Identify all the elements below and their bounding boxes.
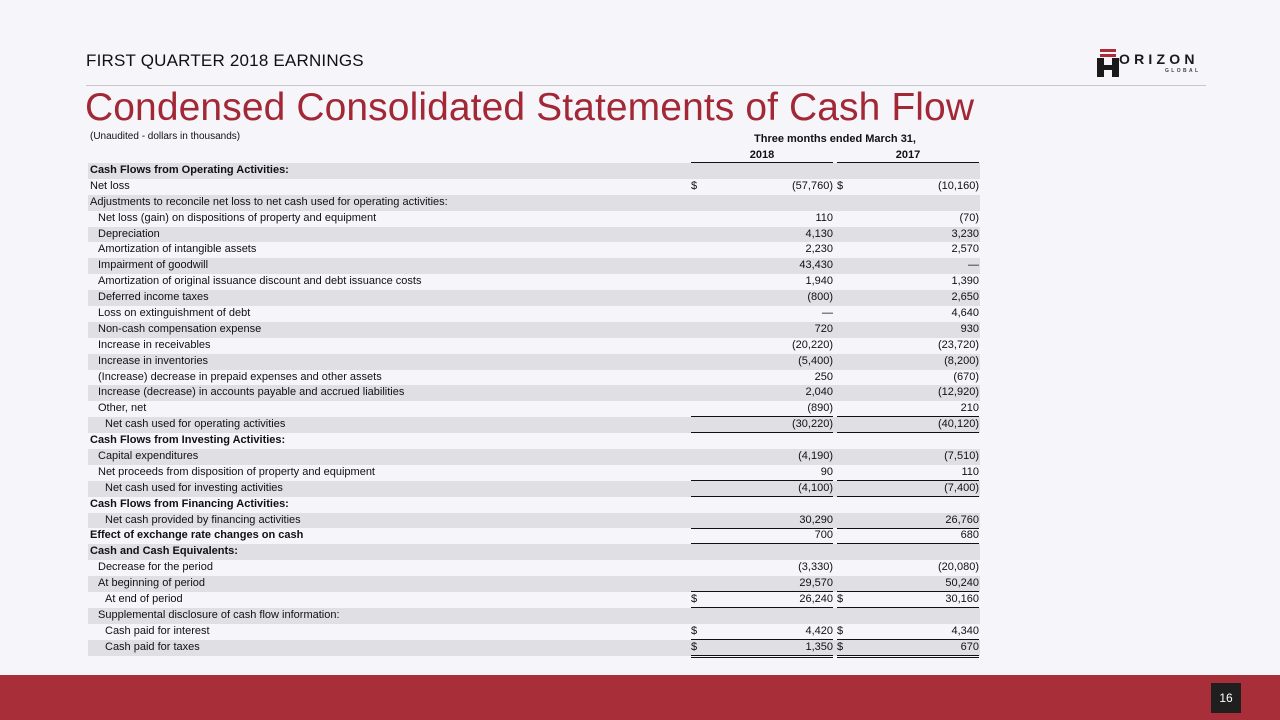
amount: (70) (959, 211, 979, 224)
amount: (10,160) (938, 179, 979, 192)
value-2017 (837, 385, 979, 400)
value-2017 (837, 528, 979, 544)
table-row (88, 401, 980, 417)
value-2018 (691, 416, 833, 433)
unaudited-note: (Unaudited - dollars in thousands) (90, 131, 241, 142)
amount: (4,190) (798, 450, 833, 463)
currency-symbol: $ (691, 640, 698, 653)
page-title: Condensed Consolidated Statements of Cash Flow (85, 86, 975, 129)
currency-symbol: $ (691, 179, 698, 192)
amount: (30,220) (792, 418, 833, 431)
currency-symbol: $ (837, 624, 844, 637)
table-row (88, 195, 980, 211)
table-row (88, 274, 980, 290)
value-2018 (691, 179, 833, 194)
table-row (88, 640, 980, 656)
value-2017 (837, 306, 979, 321)
amount: 4,640 (951, 307, 979, 320)
currency-symbol: $ (691, 593, 698, 606)
row-label: Depreciation (98, 227, 160, 240)
amount: 680 (960, 529, 979, 542)
table-row (88, 338, 980, 354)
table-row (88, 592, 980, 608)
row-label: Decrease for the period (98, 561, 213, 574)
amount: 43,430 (799, 259, 833, 272)
row-label: Increase in receivables (98, 338, 211, 351)
value-2018 (691, 560, 833, 575)
page-number: 16 (1211, 683, 1241, 713)
footer-band (0, 675, 1280, 720)
value-2017 (837, 290, 979, 305)
value-2018 (691, 465, 833, 480)
amount: 110 (961, 465, 979, 478)
row-label: Deferred income taxes (98, 291, 209, 304)
amount: (40,120) (938, 418, 979, 431)
table-row (88, 608, 980, 624)
table-row (88, 242, 980, 258)
table-row (88, 322, 980, 338)
table-row (88, 513, 980, 529)
value-2017 (837, 338, 979, 353)
value-2018 (691, 354, 833, 369)
row-label: Effect of exchange rate changes on cash (90, 529, 304, 542)
currency-symbol: $ (691, 624, 698, 637)
value-2018 (691, 528, 833, 544)
amount: 1,940 (805, 275, 833, 288)
amount: 700 (814, 529, 833, 542)
row-label: Net loss (gain) on dispositions of property and equipment (98, 211, 377, 224)
table-row (88, 385, 980, 401)
amount: 2,570 (951, 243, 979, 256)
currency-symbol: $ (837, 179, 844, 192)
amount: 4,130 (805, 227, 833, 240)
amount: 50,240 (945, 577, 979, 590)
amount: — (968, 259, 979, 272)
horizon-global-logo (1097, 48, 1209, 80)
amount: 210 (960, 402, 979, 415)
value-2017 (837, 179, 979, 194)
row-label: Cash Flows from Operating Activities: (90, 164, 289, 176)
amount: 250 (814, 370, 833, 383)
value-2018 (691, 640, 833, 658)
table-row (88, 163, 980, 179)
amount: 2,230 (805, 243, 833, 256)
table-row (88, 624, 980, 640)
currency-symbol: $ (837, 593, 844, 606)
row-label: Loss on extinguishment of debt (98, 307, 251, 320)
logo-subtitle: GLOBAL (1165, 68, 1201, 74)
table-row (88, 481, 980, 497)
value-2017 (837, 416, 979, 433)
value-2018 (691, 306, 833, 321)
table-row (88, 417, 980, 433)
row-label: Amortization of original issuance discount and debt issuance costs (98, 275, 422, 288)
amount: (670) (953, 370, 979, 383)
amount: (57,760) (792, 179, 833, 192)
value-2017 (837, 211, 979, 226)
table-row (88, 528, 980, 544)
value-2017 (837, 480, 979, 497)
amount: (20,220) (792, 338, 833, 351)
value-2017 (837, 354, 979, 369)
amount: 930 (960, 322, 979, 335)
value-2017 (837, 513, 979, 529)
cash-flow-table (88, 163, 980, 656)
value-2018 (691, 449, 833, 464)
row-label: Cash Flows from Financing Activities: (90, 497, 289, 510)
value-2017 (837, 227, 979, 242)
row-label: At end of period (105, 593, 183, 606)
amount: 3,230 (951, 227, 979, 240)
value-2017 (837, 274, 979, 289)
table-row (88, 576, 980, 592)
table-row (88, 306, 980, 322)
amount: (3,330) (798, 561, 833, 574)
table-row (88, 465, 980, 481)
value-2017 (837, 560, 979, 575)
year-2017-header: 2017 (837, 149, 979, 163)
value-2017 (837, 449, 979, 464)
value-2018 (691, 274, 833, 289)
row-label: Non-cash compensation expense (98, 322, 262, 335)
amount: (20,080) (938, 561, 979, 574)
table-row (88, 433, 980, 449)
amount: (890) (807, 402, 833, 415)
value-2017 (837, 258, 979, 273)
table-row (88, 560, 980, 576)
value-2018 (691, 576, 833, 592)
row-label: At beginning of period (98, 577, 206, 590)
year-2018-header: 2018 (691, 149, 833, 163)
table-row (88, 354, 980, 370)
row-label: Other, net (98, 402, 147, 415)
row-label: Net loss (90, 179, 130, 192)
amount: 720 (814, 322, 833, 335)
amount: 30,160 (945, 593, 979, 606)
table-row (88, 449, 980, 465)
amount: 2,040 (805, 386, 833, 399)
row-label: Cash paid for taxes (105, 640, 200, 653)
amount: (8,200) (944, 354, 979, 367)
value-2017 (837, 242, 979, 257)
amount: 29,570 (799, 577, 833, 590)
logo-h-icon (1097, 48, 1121, 78)
table-row (88, 227, 980, 243)
value-2018 (691, 242, 833, 257)
table-row (88, 179, 980, 195)
amount: (7,510) (944, 450, 979, 463)
logo-wordmark: ORIZON (1119, 51, 1199, 67)
amount: 110 (815, 211, 833, 224)
amount: (4,100) (798, 481, 833, 494)
currency-symbol: $ (837, 640, 844, 653)
table-row (88, 258, 980, 274)
amount: (5,400) (798, 354, 833, 367)
value-2018 (691, 227, 833, 242)
table-row (88, 544, 980, 560)
amount: (23,720) (938, 338, 979, 351)
row-label: Supplemental disclosure of cash flow information: (98, 608, 340, 621)
row-label: Increase (decrease) in accounts payable and accrued liabilities (98, 386, 405, 399)
amount: 1,350 (805, 640, 833, 653)
row-label: Net proceeds from disposition of property and equipment (98, 465, 375, 478)
amount: (800) (807, 291, 833, 304)
row-label: Capital expenditures (98, 450, 199, 463)
value-2018 (691, 338, 833, 353)
table-row (88, 290, 980, 306)
value-2017 (837, 370, 979, 385)
value-2018 (691, 211, 833, 226)
value-2017 (837, 465, 979, 480)
period-header: Three months ended March 31, (754, 133, 916, 145)
amount: 26,760 (945, 513, 979, 526)
value-2018 (691, 513, 833, 529)
row-label: Adjustments to reconcile net loss to net cash used for operating activities: (90, 195, 448, 208)
amount: 4,340 (951, 624, 979, 637)
value-2017 (837, 322, 979, 337)
table-row (88, 211, 980, 227)
value-2018 (691, 480, 833, 497)
row-label: Increase in inventories (98, 354, 209, 367)
table-row (88, 370, 980, 386)
table-row (88, 497, 980, 513)
row-label: Net cash used for operating activities (105, 418, 286, 431)
value-2017 (837, 576, 979, 592)
row-label: Amortization of intangible assets (98, 243, 257, 256)
section-label: FIRST QUARTER 2018 EARNINGS (86, 51, 364, 70)
amount: (12,920) (938, 386, 979, 399)
row-label: Net cash used for investing activities (105, 481, 283, 494)
value-2018 (691, 401, 833, 416)
value-2018 (691, 322, 833, 337)
amount: 4,420 (805, 624, 833, 637)
row-label: Cash and Cash Equivalents: (90, 545, 238, 558)
value-2018 (691, 290, 833, 305)
amount: 670 (960, 640, 979, 653)
value-2017 (837, 640, 979, 658)
amount: (7,400) (944, 481, 979, 494)
amount: 1,390 (951, 275, 979, 288)
amount: — (822, 307, 833, 320)
row-label: Net cash provided by financing activities (105, 513, 301, 526)
amount: 90 (820, 465, 833, 478)
row-label: Cash Flows from Investing Activities: (90, 434, 286, 447)
row-label: Cash paid for interest (105, 624, 210, 637)
value-2017 (837, 401, 979, 416)
row-label: (Increase) decrease in prepaid expenses and other assets (98, 370, 382, 383)
row-label: Impairment of goodwill (98, 259, 209, 272)
amount: 2,650 (951, 291, 979, 304)
amount: 30,290 (799, 513, 833, 526)
value-2018 (691, 258, 833, 273)
value-2018 (691, 385, 833, 400)
amount: 26,240 (799, 593, 833, 606)
value-2018 (691, 370, 833, 385)
